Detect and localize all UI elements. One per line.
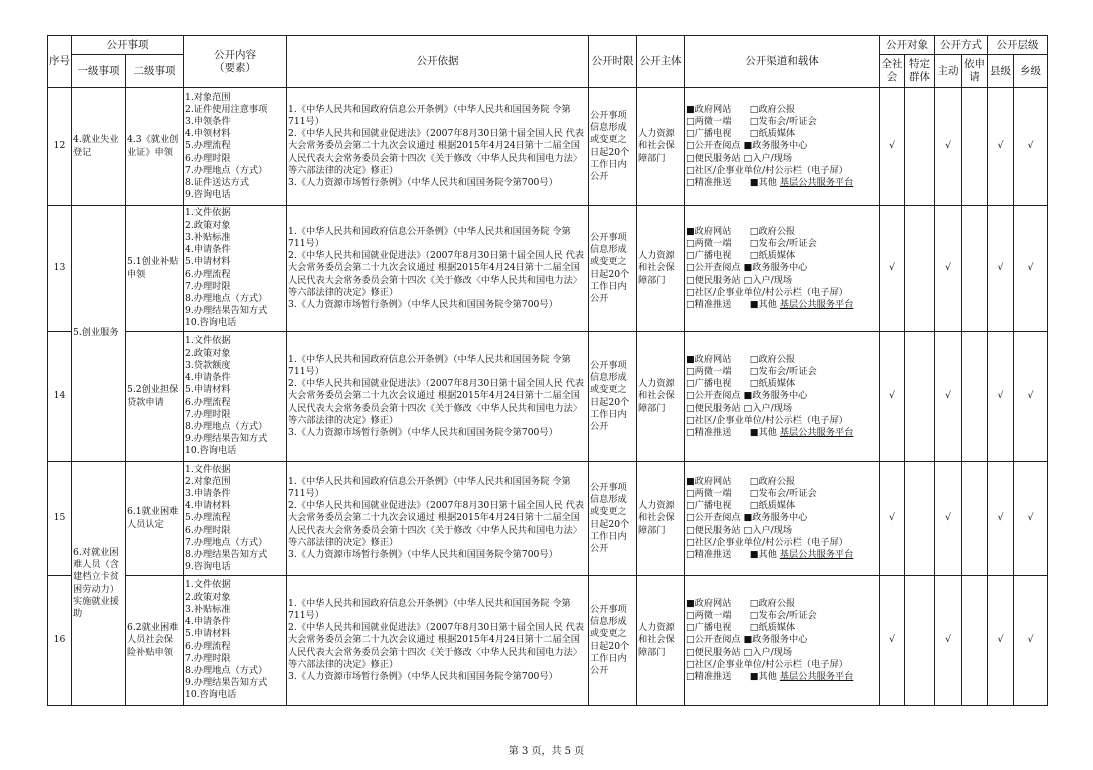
content-item: 3.申请条件 (185, 487, 231, 499)
check-target-group (905, 332, 935, 462)
content-item: 9.咨询电话 (185, 189, 231, 201)
table-row (48, 332, 1048, 462)
channel-option: □广播电视 □纸质媒体 (686, 128, 796, 140)
basis-text: 1.《中华人民共和国政府信息公开条例》（中华人民共和国国务院 令第711号） 2.《中华人民共和国就业促进法》（2007年8月30日第十届全国人民 代表大会常务委员会第二十九次会议通过 根据2015年4月24日第十二届全国人民代表大会常务委员会第十四次《关于修改〈中华人民共和国电力法〉等六部法律的决定》修正） 3.《人力资源市场暂行条例》（中华人民共和国国务院令第700号） (287, 576, 589, 706)
channel-other-platform: 基层公共服务平台 (779, 177, 854, 188)
row-seq: 16 (48, 576, 72, 706)
level2-item: 5.2创业担保贷款申请 (126, 332, 184, 462)
channel-list (685, 462, 880, 576)
content-item: 10.咨询电话 (185, 689, 237, 701)
header-method-apply: 依申请 (962, 55, 988, 88)
content-item: 5.申请材料 (185, 384, 231, 396)
content-item: 7.办理地点（方式） (185, 536, 268, 548)
channel-option (686, 299, 878, 311)
content-item: 3.补贴标准 (185, 231, 231, 243)
content-item: 10.咨询电话 (185, 317, 237, 329)
subject: 人力资源和社会保障部门 (637, 462, 685, 576)
content-item: 3.申领条件 (185, 115, 231, 127)
content-item: 2.对象范围 (185, 475, 231, 487)
content-item: 4.申请条件 (185, 372, 231, 384)
channel-other-platform: 基层公共服务平台 (779, 299, 854, 310)
channel-option: □广播电视 □纸质媒体 (686, 500, 796, 512)
time-limit: 公开事项信息形成或变更之日起20个工作日内公开 (589, 332, 637, 462)
content-item: 6.办理时限 (185, 524, 231, 536)
level1-item: 5.创业服务 (72, 206, 126, 462)
check-layer-town: √ (1014, 576, 1048, 706)
time-limit: 公开事项信息形成或变更之日起20个工作日内公开 (589, 88, 637, 206)
channel-option: □社区/企事业单位/村公示栏（电子屏） (686, 414, 848, 426)
check-layer-county: √ (988, 576, 1014, 706)
level1-item: 6.对就业困难人员（含建档立卡贫困劳动力）实施就业援助 (72, 462, 126, 706)
check-method-active: √ (935, 576, 962, 706)
row-seq: 12 (48, 88, 72, 206)
content-item: 2.政策对象 (185, 591, 231, 603)
basis-text: 1.《中华人民共和国政府信息公开条例》（中华人民共和国国务院 令第711号） 2.《中华人民共和国就业促进法》（2007年8月30日第十届全国人民 代表大会常务委员会第二十九次会议通过 根据2015年4月24日第十二届全国人民代表大会常务委员会第十四次《关于修改〈中华人民共和国电力法〉等六部法律的决定》修正） 3.《人力资源市场暂行条例》（中华人民共和国国务院令第700号） (287, 332, 589, 462)
header-method: 公开方式 (935, 36, 988, 55)
channel-option: □两微一端 □发布会/听证会 (686, 609, 817, 621)
header-level2: 二级事项 (126, 55, 184, 88)
content-item: 2.政策对象 (185, 219, 231, 231)
channel-option: □社区/企事业单位/村公示栏（电子屏） (686, 286, 848, 298)
header-matter: 公开事项 (72, 36, 184, 55)
check-method-active: √ (935, 332, 962, 462)
level2-item: 5.1创业补贴申领 (126, 206, 184, 332)
content-list (184, 206, 287, 332)
header-level1: 一级事项 (72, 55, 126, 88)
check-layer-town: √ (1014, 332, 1048, 462)
content-item: 1.对象范围 (185, 91, 231, 103)
channel-list (685, 332, 880, 462)
check-target-group (905, 88, 935, 206)
channel-option: □公开查阅点 ■政务服务中心 (686, 140, 808, 152)
header-layer-town: 乡级 (1014, 55, 1048, 88)
channel-other-platform: 基层公共服务平台 (779, 549, 854, 560)
content-item: 2.证件使用注意事项 (185, 103, 268, 115)
content-item: 8.办理地点（方式） (185, 664, 268, 676)
header-seq: 序号 (48, 36, 72, 88)
channel-option: □社区/企事业单位/村公示栏（电子屏） (686, 658, 848, 670)
channel-option: □便民服务站 □入户/现场 (686, 152, 793, 164)
channel-option: □公开查阅点 ■政务服务中心 (686, 390, 808, 402)
check-target-all: √ (880, 332, 905, 462)
check-layer-town: √ (1014, 462, 1048, 576)
channel-option: ■政府网站 □政府公报 (686, 597, 796, 609)
row-seq: 14 (48, 332, 72, 462)
subject: 人力资源和社会保障部门 (637, 206, 685, 332)
channel-option: □社区/企事业单位/村公示栏（电子屏） (686, 164, 848, 176)
header-target-group: 特定群体 (905, 55, 935, 88)
table-row (48, 88, 1048, 206)
content-item: 6.办理流程 (185, 640, 231, 652)
check-layer-town: √ (1014, 206, 1048, 332)
content-item: 9.咨询电话 (185, 561, 231, 573)
content-item: 7.办理时限 (185, 652, 231, 664)
content-item: 5.办理流程 (185, 140, 231, 152)
check-target-all: √ (880, 88, 905, 206)
content-item: 1.文件依据 (185, 207, 231, 219)
channel-option: ■政府网站 □政府公报 (686, 353, 796, 365)
header-target: 公开对象 (880, 36, 935, 55)
content-list (184, 88, 287, 206)
header-method-active: 主动 (935, 55, 962, 88)
channel-option (686, 671, 878, 683)
content-item: 3.贷款额度 (185, 359, 231, 371)
check-method-active: √ (935, 462, 962, 576)
check-target-all: √ (880, 462, 905, 576)
channel-option: □两微一端 □发布会/听证会 (686, 237, 817, 249)
channel-option: □两微一端 □发布会/听证会 (686, 487, 817, 499)
content-item: 8.办理结果告知方式 (185, 549, 268, 560)
content-item: 8.办理地点（方式） (185, 420, 268, 432)
check-layer-town: √ (1014, 88, 1048, 206)
header-channels: 公开渠道和载体 (685, 36, 880, 88)
header-time: 公开时限 (589, 36, 637, 88)
channel-other-prefix: □精准推送 ■其他 (686, 427, 780, 438)
check-method-apply (962, 88, 988, 206)
content-item: 9.办理结果告知方式 (185, 305, 268, 317)
content-item: 7.办理时限 (185, 408, 231, 420)
channel-option: □广播电视 □纸质媒体 (686, 378, 796, 390)
check-method-apply (962, 332, 988, 462)
content-item: 4.申领材料 (185, 128, 231, 140)
row-seq: 15 (48, 462, 72, 576)
header-content: 公开内容 （要素） (184, 36, 287, 88)
page-footer: 第 3 页，共 5 页 (508, 746, 585, 757)
check-layer-county: √ (988, 88, 1014, 206)
content-list (184, 462, 287, 576)
check-target-group (905, 576, 935, 706)
channel-option (686, 177, 878, 189)
check-method-apply (962, 462, 988, 576)
channel-option: □便民服务站 □入户/现场 (686, 274, 793, 286)
content-item: 9.办理结果告知方式 (185, 433, 268, 445)
content-list (184, 332, 287, 462)
channel-option: □广播电视 □纸质媒体 (686, 250, 796, 262)
channel-option (686, 427, 878, 439)
content-item: 5.申请材料 (185, 628, 231, 640)
content-item: 1.文件依据 (185, 463, 231, 475)
content-item: 1.文件依据 (185, 579, 231, 591)
basis-text: 1.《中华人民共和国政府信息公开条例》（中华人民共和国国务院 令第711号） 2.《中华人民共和国就业促进法》（2007年8月30日第十届全国人民 代表大会常务委员会第二十九次会议通过 根据2015年4月24日第十二届全国人民代表大会常务委员会第十四次《关于修改〈中华人民共和国电力法〉等六部法律的决定》修正） 3.《人力资源市场暂行条例》（中华人民共和国国务院令第700号） (287, 206, 589, 332)
check-target-group (905, 462, 935, 576)
channel-option: □便民服务站 □入户/现场 (686, 646, 793, 658)
level2-item: 4.3《就业创业证》申领 (126, 88, 184, 206)
header-basis: 公开依据 (287, 36, 589, 88)
channel-other-platform: 基层公共服务平台 (779, 671, 854, 682)
check-method-active: √ (935, 206, 962, 332)
time-limit: 公开事项信息形成或变更之日起20个工作日内公开 (589, 206, 637, 332)
content-item: 10.咨询电话 (185, 445, 237, 457)
content-item: 8.证件送达方式 (185, 177, 249, 188)
row-seq: 13 (48, 206, 72, 332)
channel-option (686, 549, 878, 561)
content-item: 1.文件依据 (185, 335, 231, 347)
level1-item: 4.就业失业登记 (72, 88, 126, 206)
content-item: 4.申请条件 (185, 616, 231, 628)
channel-other-prefix: □精准推送 ■其他 (686, 671, 780, 682)
content-list (184, 576, 287, 706)
content-item: 7.办理地点（方式） (185, 164, 268, 176)
subject: 人力资源和社会保障部门 (637, 576, 685, 706)
basis-text: 1.《中华人民共和国政府信息公开条例》（中华人民共和国国务院 令第711号） 2.《中华人民共和国就业促进法》（2007年8月30日第十届全国人民 代表大会常务委员会第二十九次会议通过 根据2015年4月24日第十二届全国人民代表大会常务委员会第十四次《关于修改〈中华人民共和国电力法〉等六部法律的决定》修正） 3.《人力资源市场暂行条例》（中华人民共和国国务院令第700号） (287, 462, 589, 576)
content-item: 5.申请材料 (185, 256, 231, 268)
channel-list (685, 576, 880, 706)
disclosure-table (47, 35, 1048, 706)
channel-other-prefix: □精准推送 ■其他 (686, 549, 780, 560)
check-target-all: √ (880, 576, 905, 706)
channel-other-platform: 基层公共服务平台 (779, 427, 854, 438)
channel-option: ■政府网站 □政府公报 (686, 475, 796, 487)
check-layer-county: √ (988, 206, 1014, 332)
table-row (48, 206, 1048, 332)
channel-other-prefix: □精准推送 ■其他 (686, 177, 780, 188)
content-item: 6.办理时限 (185, 152, 231, 164)
check-target-all: √ (880, 206, 905, 332)
level2-item: 6.1就业困难人员认定 (126, 462, 184, 576)
channel-other-prefix: □精准推送 ■其他 (686, 299, 780, 310)
content-item: 4.申请材料 (185, 500, 231, 512)
check-method-active: √ (935, 88, 962, 206)
subject: 人力资源和社会保障部门 (637, 332, 685, 462)
header-target-all: 全社会 (880, 55, 905, 88)
level2-item: 6.2就业困难人员社会保险补贴申领 (126, 576, 184, 706)
content-item: 5.办理流程 (185, 512, 231, 524)
time-limit: 公开事项信息形成或变更之日起20个工作日内公开 (589, 462, 637, 576)
channel-option: □公开查阅点 ■政务服务中心 (686, 634, 808, 646)
channel-option: □公开查阅点 ■政务服务中心 (686, 262, 808, 274)
header-layer: 公开层级 (988, 36, 1048, 55)
channel-option: □便民服务站 □入户/现场 (686, 524, 793, 536)
header-layer-county: 县级 (988, 55, 1014, 88)
time-limit: 公开事项信息形成或变更之日起20个工作日内公开 (589, 576, 637, 706)
content-item: 2.政策对象 (185, 347, 231, 359)
content-item: 6.办理流程 (185, 396, 231, 408)
content-item: 3.补贴标准 (185, 603, 231, 615)
channel-option: □广播电视 □纸质媒体 (686, 622, 796, 634)
channel-option: □两微一端 □发布会/听证会 (686, 115, 817, 127)
subject: 人力资源和社会保障部门 (637, 88, 685, 206)
table-row (48, 462, 1048, 576)
basis-text: 1.《中华人民共和国政府信息公开条例》（中华人民共和国国务院 令第711号） 2.《中华人民共和国就业促进法》（2007年8月30日第十届全国人民 代表大会常务委员会第二十九次会议通过 根据2015年4月24日第十二届全国人民代表大会常务委员会第十四次《关于修改〈中华人民共和国电力法〉等六部法律的决定》修正） 3.《人力资源市场暂行条例》（中华人民共和国国务院令第700号） (287, 88, 589, 206)
content-item: 8.办理地点（方式） (185, 292, 268, 304)
check-method-apply (962, 206, 988, 332)
check-target-group (905, 206, 935, 332)
channel-option: ■政府网站 □政府公报 (686, 103, 796, 115)
content-item: 6.办理流程 (185, 268, 231, 280)
content-item: 4.申请条件 (185, 244, 231, 256)
channel-option: ■政府网站 □政府公报 (686, 225, 796, 237)
channel-list (685, 88, 880, 206)
check-method-apply (962, 576, 988, 706)
channel-option: □公开查阅点 ■政务服务中心 (686, 512, 808, 524)
check-layer-county: √ (988, 332, 1014, 462)
channel-list (685, 206, 880, 332)
channel-option: □社区/企事业单位/村公示栏（电子屏） (686, 536, 848, 548)
content-item: 7.办理时限 (185, 280, 231, 292)
header-subject: 公开主体 (637, 36, 685, 88)
table-row (48, 576, 1048, 706)
check-layer-county: √ (988, 462, 1014, 576)
channel-option: □便民服务站 □入户/现场 (686, 402, 793, 414)
content-item: 9.办理结果告知方式 (185, 677, 268, 689)
channel-option: □两微一端 □发布会/听证会 (686, 365, 817, 377)
